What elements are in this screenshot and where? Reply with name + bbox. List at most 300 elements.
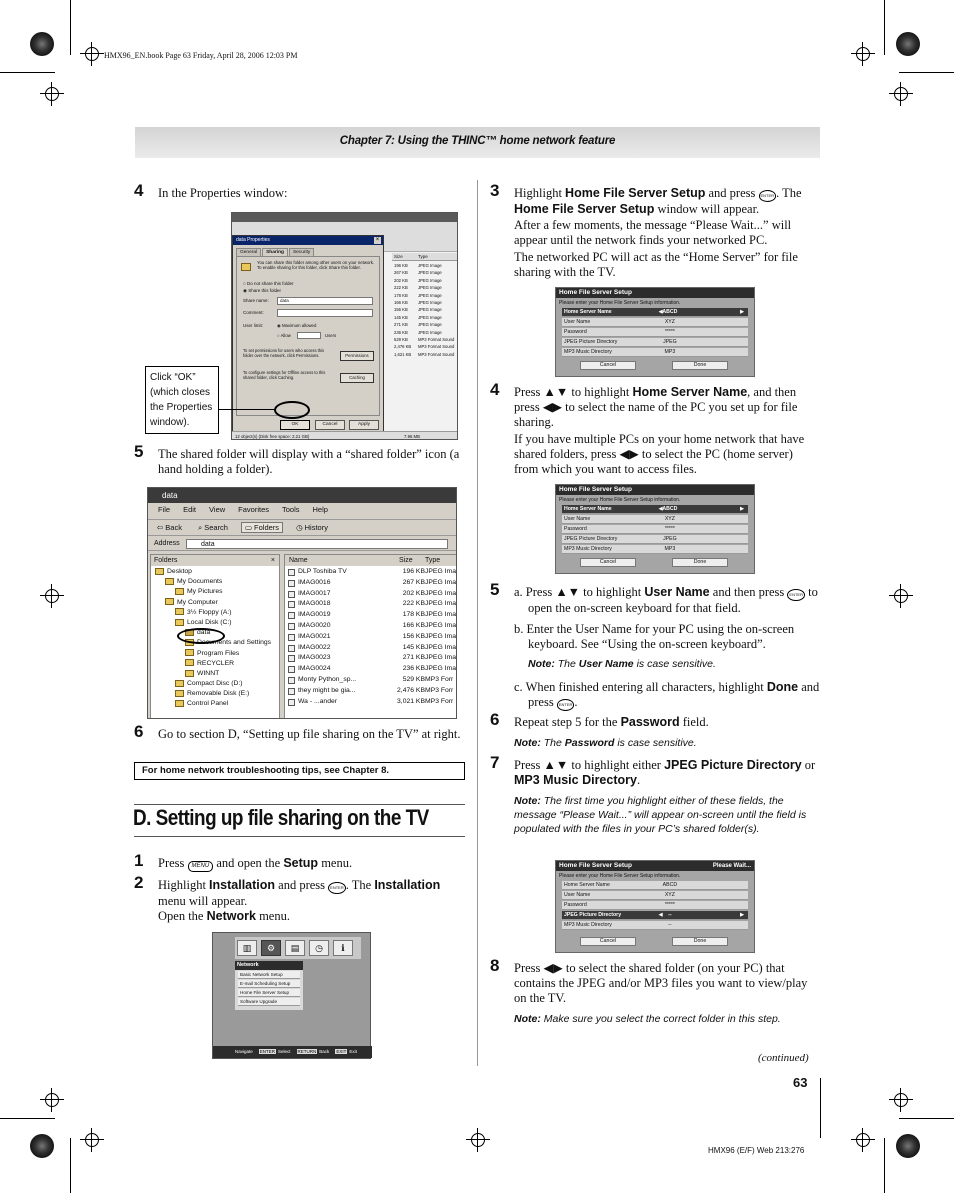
step-number: 5 [134,442,144,461]
ok-highlight-circle [274,401,310,419]
file-size: 145 KB [394,314,408,320]
file-icon [288,569,295,576]
file-type: JPEG Ima [425,654,456,662]
crosshair-mark [80,1128,104,1152]
tree-item[interactable] [151,659,281,669]
step-text: Press ▲▼ to highlight Home Server Name, and then press ◀▶ to select the name of the PC you set up for file sharing. [514,385,798,429]
cancel-button[interactable]: Cancel [580,361,636,370]
screen-status: Please Wait... [712,863,751,869]
key-badge: EXIT [336,1049,347,1054]
arrow-left-icon: ◀ [658,309,663,315]
tree-item[interactable] [151,679,281,689]
back-icon: ⇦ [157,523,164,532]
note-text: Note: The first time you highlight either of these fields, the message “Please Wait...” will appear on-screen until the field is populated with the files in your PC’s shared folder(s). [514,795,807,835]
list-row [392,336,458,343]
enter-key-icon: ENTER [557,699,575,711]
file-type: JPEG Image [418,307,442,313]
cancel-button[interactable]: Cancel [580,937,636,946]
menu-item-help[interactable]: Help [312,505,328,514]
column-divider [477,180,478,1066]
file-list [392,262,458,358]
setting-value: ABCD [662,309,678,315]
setting-label: Password [564,329,587,335]
address-label: Address [154,540,180,547]
tree-item[interactable] [151,669,281,679]
crosshair-mark [851,1128,875,1152]
file-name: IMAG0021 [298,632,331,640]
menu-item-tools[interactable]: Tools [282,505,300,514]
setting-value: ABCD [662,506,678,512]
crop-mark [884,1138,885,1193]
address-bar [148,537,456,551]
menu-bar [158,505,341,514]
toolbar-button-back[interactable] [154,523,185,532]
registration-disc-bottom-left [30,1134,54,1158]
footer-label: Navigate [235,1049,253,1054]
search-icon: ⌕ [197,523,203,532]
setting-value: ***** [664,526,675,532]
tree-label: Documents and Settings [197,639,272,647]
step-text: After a few moments, the message “Please Wait...” will appear until the network finds your networked PC. [514,218,792,247]
file-type: MP3 Format Sound [418,351,455,357]
comment-input[interactable] [277,309,373,317]
file-row[interactable] [285,675,457,686]
step-number: 2 [134,873,144,892]
file-size: 202 KB [402,589,425,597]
setting-row[interactable] [562,891,748,900]
folder-icon [175,690,184,697]
permissions-button[interactable]: Permissions [340,351,374,361]
setting-row[interactable] [562,921,748,930]
file-size: 1,621 KB [394,351,412,357]
network-menu-item[interactable]: Basic Network Setup [238,971,300,979]
files-header [285,555,457,566]
file-size: 236 KB [394,329,408,335]
column-header[interactable]: Name [289,557,308,564]
setting-value: JPEG [663,536,677,542]
list-row [392,262,458,269]
network-menu-item[interactable]: Software Upgrade [238,998,300,1006]
crop-mark [884,0,885,55]
folder-icon [185,649,194,656]
explorer-window-screenshot [147,487,457,719]
file-icon [288,580,295,587]
tree-item[interactable] [151,689,281,699]
file-type: JPEG Ima [425,600,456,608]
setting-row[interactable] [562,515,748,524]
permissions-text: To set permissions for users who access this folder over the network, click Permissions. [243,348,324,358]
setting-row[interactable] [562,545,748,554]
tree-item[interactable] [151,649,281,659]
menu-item-favorites[interactable]: Favorites [238,505,269,514]
tree-item[interactable] [151,598,281,608]
file-row[interactable] [285,632,457,643]
column-header[interactable]: Size [399,557,413,564]
file-size: 2,476 KB [394,344,412,350]
menu-item-view[interactable]: View [209,505,226,514]
file-name: IMAG0023 [298,654,331,662]
setting-label: Password [564,526,587,532]
tree-item[interactable] [151,587,281,597]
allow-spinner[interactable] [297,332,321,339]
files-pane [284,554,457,719]
file-name: IMAG0017 [298,589,331,597]
file-size: 236 KB [402,665,425,673]
file-name: IMAG0024 [298,665,331,673]
tree-item[interactable] [151,618,281,628]
step-number: 6 [490,710,500,729]
print-metadata: HMX96_EN.book Page 63 Friday, April 28, 2006 12:03 PM [104,51,298,60]
folders-pane [150,554,280,719]
history-icon: ◷ [296,523,303,532]
file-icon [288,612,295,619]
enter-key-icon: ENTER [787,589,805,601]
file-type: JPEG Ima [425,632,456,640]
step-text: a. Press ▲▼ to highlight User Name and then press ENTER to open the on-screen keyboard for that field. [514,585,818,615]
close-icon[interactable]: × [375,237,380,243]
menu-item-file[interactable]: File [158,505,171,514]
toolbar-button-history[interactable] [293,523,331,532]
setting-value: JPEG [663,339,677,345]
toolbar-label: Search [204,523,228,532]
tree-label: Control Panel [187,700,229,708]
tree-label: Local Disk (C:) [187,618,232,626]
network-menu-item[interactable]: Home File Server Setup [238,989,300,997]
setting-value: ***** [664,902,675,908]
share-name-input[interactable]: data [277,297,373,305]
file-size: 529 KB [402,675,425,683]
file-type: JPEG Ima [425,643,456,651]
folder-icon [241,263,251,271]
tree-label: RECYCLER [197,659,235,667]
tree-label: Removable Disk (E:) [187,690,250,698]
setting-row[interactable] [562,901,748,910]
dialog-tabs [236,248,315,256]
section-rule-bottom [134,836,465,837]
radio-allow[interactable]: ○ Allow [277,333,291,338]
tree-label: Program Files [197,649,240,657]
network-menu-title: Network [235,961,303,970]
toolbar-button-folders[interactable] [241,522,283,533]
folder-icon [175,680,184,687]
screen-title: Home File Server Setup [556,861,754,871]
setting-row[interactable] [562,328,748,337]
file-row[interactable] [285,697,457,708]
file-name: Wa - ...ander [298,697,338,705]
file-type: JPEG Image [418,270,442,276]
setting-label: Home Server Name [564,506,612,512]
registration-disc-top-left [30,32,54,56]
enter-key-icon: ENTER [328,882,346,894]
toolbar-buttons [154,522,341,533]
tree-label: 3½ Floppy (A:) [187,608,232,616]
file-icon [288,688,295,695]
file-row[interactable] [285,578,457,589]
setting-row[interactable] [562,881,748,890]
step-text: The shared folder will display with a “shared folder” icon (a hand holding a folder). [158,447,460,476]
page-number: 63 [793,1075,808,1090]
setting-label: MP3 Music Directory [564,922,612,928]
setting-label: User Name [564,319,591,325]
home-file-server-screen-1 [555,287,755,377]
radio-share-folder[interactable]: ◉ Share this folder [243,288,281,293]
file-name: DLP Toshiba TV [298,568,347,575]
screen-instructions: Please enter your Home File Server Setup information. [559,497,681,503]
network-menu-footer [213,1046,372,1058]
background-window-titlebar [232,213,458,222]
registration-disc-bottom-right [896,1134,920,1158]
screen-instructions: Please enter your Home File Server Setup information. [559,300,681,306]
ok-button[interactable]: OK [280,420,310,430]
screen-title: Home File Server Setup [556,485,754,495]
crosshair-mark [466,1128,490,1152]
menu-key-icon: MENU [188,861,214,872]
setting-row[interactable] [562,348,748,357]
enter-key-icon: ENTER [759,190,777,202]
setting-label: MP3 Music Directory [564,349,612,355]
tree-item[interactable] [151,567,281,577]
file-size: 196 KB [402,568,425,575]
file-name: IMAG0019 [298,611,331,619]
tree-item[interactable] [151,608,281,618]
file-type: JPEG Ima [425,611,456,619]
setting-row[interactable] [562,338,748,347]
footer-label: Select [278,1049,291,1054]
window-titlebar: data [148,488,456,503]
apply-button[interactable]: Apply [349,420,379,430]
tab-security[interactable]: Security [289,248,314,256]
radio-max-allowed[interactable]: ◉ Maximum allowed [277,323,317,328]
file-icon [288,677,295,684]
tab-panel [236,256,380,416]
file-row[interactable] [285,621,457,632]
file-type: MP3 Format Sound [418,344,455,350]
file-icon [288,655,295,662]
setting-row[interactable] [562,525,748,534]
step-text: The networked PC will act as the “Home Server” for file sharing with the TV. [514,250,798,279]
folder-icon [185,659,194,666]
file-icon [288,601,295,608]
folders-pane-header: Folders × [151,555,279,566]
tree-item[interactable] [151,699,281,709]
file-icon [288,591,295,598]
list-row [392,277,458,284]
dialog-title: data Properties [236,237,270,243]
file-size: 267 KB [402,578,425,586]
crop-mark [70,0,71,55]
file-size: 166 KB [394,299,408,305]
setting-row[interactable] [562,308,748,317]
setting-row[interactable] [562,535,748,544]
step-text: Press ◀▶ to select the shared folder (on your PC) that contains the JPEG and/or MP3 files you want to view/play on the TV. [514,961,808,1005]
file-type: JPEG Image [418,263,442,268]
chapter-header-band [135,127,820,158]
setting-row[interactable] [562,505,748,514]
menu-item-edit[interactable]: Edit [183,505,197,514]
file-size: 145 KB [402,643,425,651]
network-menu-screenshot [212,932,371,1059]
list-row [392,269,458,276]
file-size: 2,476 KB [397,686,425,694]
user-limit-label: User limit: [243,323,263,328]
column-header[interactable]: Type [425,557,441,564]
tree-item[interactable] [151,577,281,587]
step-number: 3 [490,181,500,200]
arrow-right-icon: ▶ [740,506,744,512]
step-text: Press ▲▼ to highlight either JPEG Picture Directory or MP3 Music Directory. [514,758,816,787]
folder-icon [165,578,174,585]
registration-disc-top-right [896,32,920,56]
address-input[interactable]: data [186,539,448,549]
file-type: JPEG Image [418,299,442,305]
file-type: MP3 Forr [425,697,454,705]
network-menu-item[interactable]: E-mail Scheduling Setup [238,980,300,988]
footer-label: Back [319,1049,330,1054]
step-text: b. Enter the User Name for your PC using the on-screen keyboard. See “Using the on-screen keyboard”. [514,622,795,651]
radio-do-not-share[interactable]: ○ Do not share this folder [243,281,294,286]
setting-value: -- [668,922,672,928]
file-row[interactable] [285,643,457,654]
section-title: D. Setting up file sharing on the TV [133,805,429,830]
toolbar-label: Folders [254,523,280,532]
file-row[interactable] [285,610,457,621]
tree-label: Compact Disc (D:) [187,680,243,688]
tab-sharing[interactable]: Sharing [262,248,288,256]
tree-label: Desktop [167,568,192,575]
step-text: Repeat step 5 for the Password field. [514,715,709,729]
step-number: 8 [490,956,500,975]
file-type: JPEG Ima [425,621,456,629]
chapter-title: Chapter 7: Using the THINC™ home network feature [339,135,616,147]
step-number: 4 [490,380,500,399]
file-type: JPEG Ima [425,589,456,597]
step-number: 6 [134,722,144,741]
setting-label: Home Server Name [564,309,612,315]
file-type: MP3 Forr [425,675,454,683]
crop-mark [70,1138,71,1193]
step-text: Highlight Home File Server Setup and press ENTER . The Home File Server Setup window will appear. [514,186,802,216]
setting-row[interactable] [562,318,748,327]
continued-label: (continued) [758,1052,809,1064]
folder-icon [165,598,174,605]
arrow-right-icon: ▶ [740,912,744,918]
step-text: Open the Network menu. [158,909,290,923]
setting-label: User Name [564,516,591,522]
cancel-button[interactable]: Cancel [580,558,636,567]
done-button[interactable]: Done [672,558,728,567]
folders-icon: ▭ [244,523,253,532]
file-size: 271 KB [402,654,425,662]
file-name: IMAG0022 [298,643,331,651]
setting-row[interactable] [562,911,748,920]
step-text: Press MENU and open the Setup menu. [158,856,353,870]
file-name: IMAG0016 [298,578,331,586]
step-number: 4 [134,181,144,200]
key-badge: RETURN [297,1049,317,1054]
properties-window-screenshot [231,212,458,440]
sharing-description: You can share this folder among other users on your network. To enable sharing for this folder, click Share this folder. [257,260,375,270]
file-type: JPEG Image [418,285,442,291]
crosshair-mark [851,42,875,66]
arrow-left-icon: ◀ [658,506,663,512]
tab-general[interactable]: General [236,248,261,256]
file-row[interactable] [285,599,457,610]
file-list [285,567,457,707]
setting-value: ABCD [662,882,678,888]
crop-mark [899,1118,954,1119]
arrow-left-icon: ◀ [658,912,663,918]
file-icon [288,634,295,641]
arrow-right-icon: ▶ [740,309,744,315]
done-button[interactable]: Done [672,937,728,946]
menu-icon-bar [235,937,361,959]
file-row[interactable] [285,589,457,600]
setting-label: Home Server Name [564,882,610,888]
crosshair-mark [40,82,64,106]
cancel-button[interactable]: Cancel [315,420,345,430]
file-row[interactable] [285,686,457,697]
list-row [392,284,458,291]
setting-value: ***** [664,329,675,335]
caching-text: To configure settings for Offline access to this shared folder, click Caching. [243,370,326,380]
file-list-header [392,253,458,261]
setting-label: User Name [564,892,591,898]
file-row[interactable] [285,567,457,578]
close-icon[interactable]: × [270,557,275,564]
step-number: 5 [490,580,500,599]
file-size: 529 KB [394,336,408,342]
file-row[interactable] [285,664,457,675]
list-row [392,299,458,306]
info-icon: ℹ [333,940,353,956]
folder-icon [185,670,194,677]
folder-icon [175,608,184,615]
file-icon [288,645,295,652]
status-bar: 12 object(s) (Disk free space: 2.21 GB) 7.96 MB [232,431,458,440]
crop-mark [820,1078,821,1138]
file-size: 202 KB [394,277,408,283]
done-button[interactable]: Done [672,361,728,370]
file-size: 267 KB [394,270,408,276]
setting-value: XYZ [664,319,675,325]
crop-mark [899,72,954,73]
file-type: JPEG Image [418,314,442,320]
step-text: If you have multiple PCs on your home network that have shared folders, press ◀▶ to select the PC (home server) from which you want to access files. [514,432,805,476]
file-row[interactable] [285,653,457,664]
crosshair-mark [889,82,913,106]
network-icon: ⚙ [261,940,281,956]
network-menu-list [235,970,303,1010]
column-size: Size [394,254,403,259]
note-text: Note: Make sure you select the correct folder in this step. [514,1013,781,1025]
setting-value: MP3 [664,349,676,355]
list-row [392,321,458,328]
step-text: Highlight Installation and press ENTER . The Installation menu will appear. [158,878,441,908]
crosshair-mark [889,1088,913,1112]
step-number: 1 [134,851,144,870]
step-text: c. When finished entering all characters, highlight Done and press ENTER . [514,680,820,709]
tree-label: WINNT [197,669,220,677]
file-type: MP3 Forr [425,686,454,694]
caching-button[interactable]: Caching [340,373,374,383]
file-icon [288,623,295,630]
callout-box [145,366,219,434]
note-text: Note: The Password is case sensitive. [514,737,697,749]
folder-icon [175,700,184,707]
file-name: IMAG0018 [298,600,331,608]
toolbar-button-search[interactable] [195,523,231,533]
file-name: IMAG0020 [298,621,331,629]
